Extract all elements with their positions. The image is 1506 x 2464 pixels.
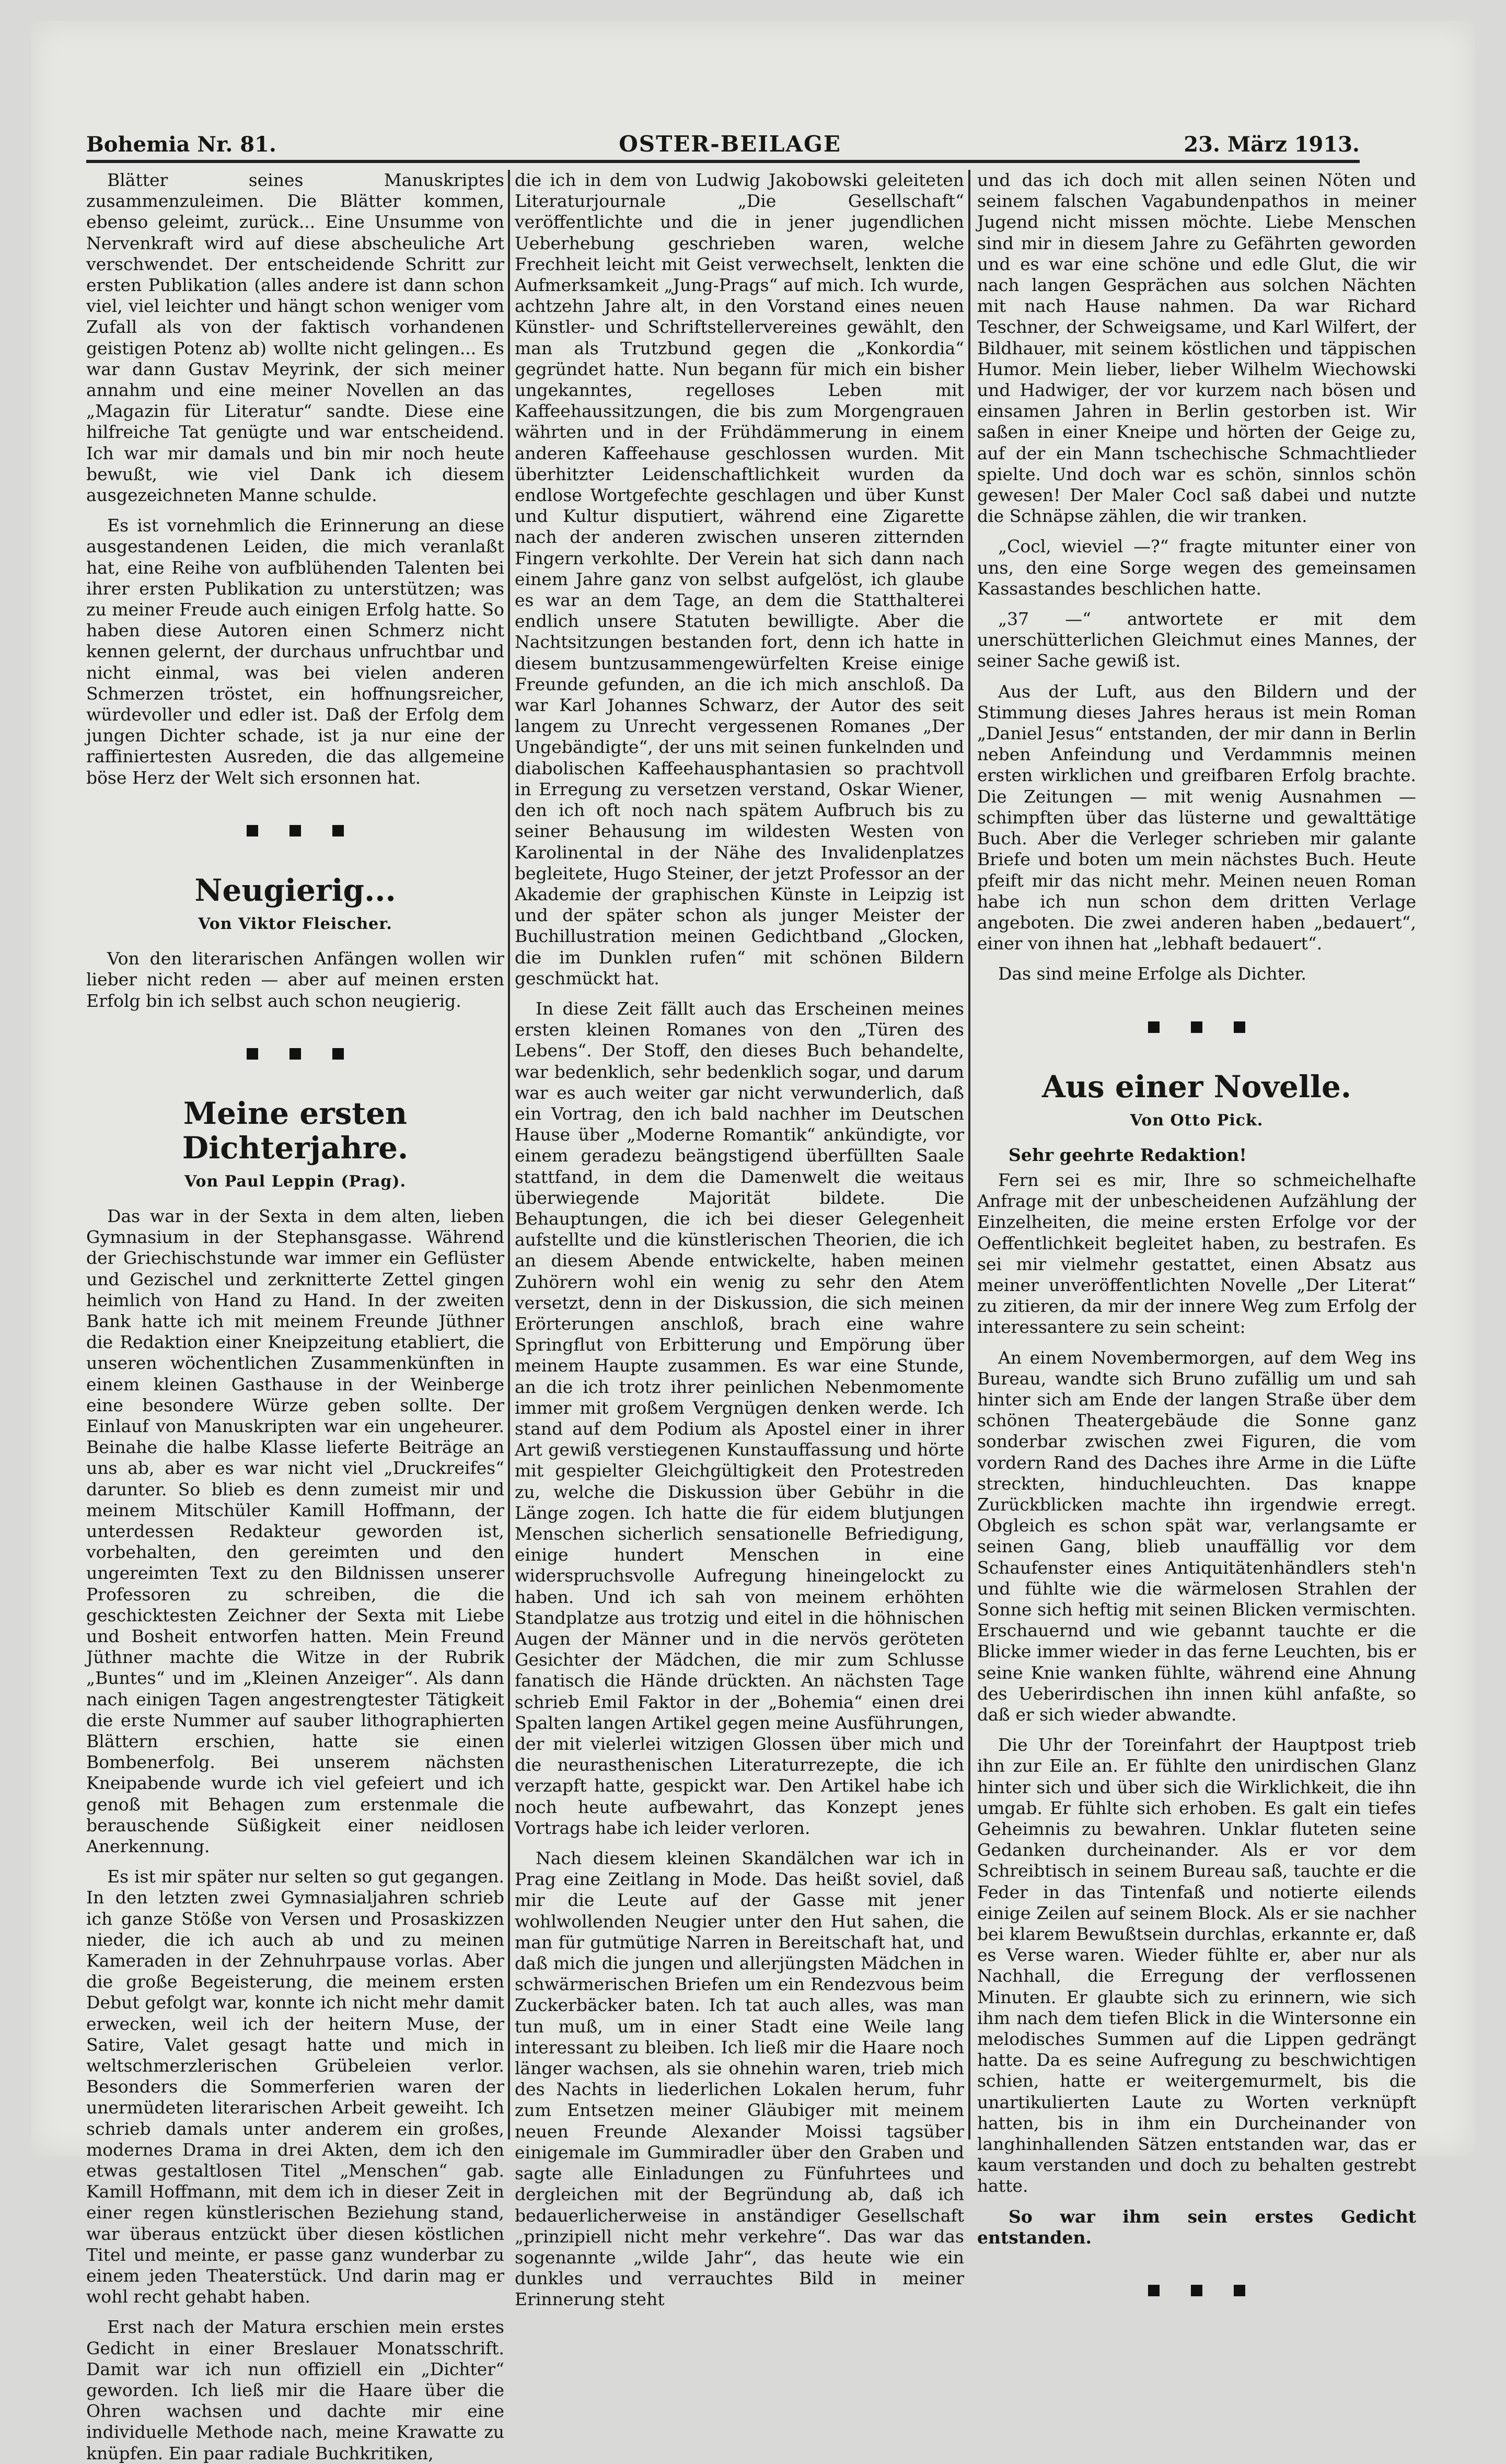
column-rule-2 [968, 170, 970, 2140]
section-divider [977, 1021, 1416, 1033]
article-title-novelle: Aus einer Novelle. [1041, 1068, 1352, 1105]
paragraph: „37 —“ antwortete er mit dem unerschütterlichen Gleichmut eines Mannes, der seiner Sache gewiß ist. [977, 609, 1416, 671]
header-issue: Bohemia Nr. 81. [86, 132, 276, 157]
article-title-dichterjahre: Meine ersten Dichterjahre. [182, 1095, 409, 1166]
column-2 [515, 170, 964, 2310]
column-1 [86, 170, 504, 2463]
page-header [86, 110, 1360, 163]
paragraph: Aus der Luft, aus den Bildern und der Stimmung dieses Jahres heraus ist mein Roman „Daniel Jesus“ entstanden, der mir dann in Berlin neben Anfeindung und Verdammnis meinen ersten wirklichen und greifbaren Erfolg brachte. Die Zeitungen — mit wenig Ausnahmen — schimpften über das lüsterne und gewalttätige Buch. Aber die Verleger schrieben mir galante Briefe und boten um mein nächstes Buch. Heute pfeift mir das nicht mehr. Meinen neuen Roman habe ich nun schon dem dritten Verlage angeboten. Die zwei anderen haben „bedauert“, einer von ihnen hat „lebhaft bedauert“. [977, 681, 1416, 954]
article-author: Von Paul Leppin (Prag). [184, 1172, 407, 1191]
article-author: Von Otto Pick. [1130, 1111, 1264, 1130]
newspaper-page [31, 21, 1475, 2463]
salutation: Sehr geehrte Redaktion! [1009, 1144, 1247, 1165]
paragraph: Fern sei es mir, Ihre so schmeichelhafte Anfrage mit der unbescheidenen Aufzählung der Einzelheiten, die meine ersten Erfolge vor der Oeffentlichkeit begleitet haben, zu bestrafen. Es sei mir vielmehr gestattet, einen Absatz aus meiner unveröffentlichten Novelle „Der Literat“ zu zitieren, da mir der innere Weg zum Erfolg der interessantere zu sein scheint: [977, 1169, 1416, 1338]
article-author: Von Viktor Fleischer. [198, 914, 392, 933]
column-3 [977, 170, 1416, 2248]
paragraph: Das sind meine Erfolge als Dichter. [998, 963, 1307, 984]
paragraph: Von den literarischen Anfängen wollen wir lieber nicht reden — aber auf meinen ersten Erfolg bin ich selbst auch schon neugierig. [86, 948, 504, 1011]
paragraph: Das war in der Sexta in dem alten, lieben Gymnasium in der Stephansgasse. Während der Griechischstunde war immer ein Geflüster und Gezischel und zerknitterte Zettel gingen heimlich von Hand zu Hand. In der zweiten Bank hatte ich mit meinem Freunde Jüthner die Redaktion einer Kneipzeitung etabliert, die unseren wöchentlichen Zusammenkünften in einem kleinen Gasthause in der Weinberge eine besondere Würze geben sollte. Der Einlauf von Manuskripten war ein ungeheurer. Beinahe die halbe Klasse lieferte Beiträge an uns ab, aber es war nicht viel „Druckreifes“ darunter. So blieb es denn zumeist mir und meinem Mitschüler Kamill Hoffmann, der unterdessen Redakteur geworden ist, vorbehalten, den gereimten und den ungereimten Text zu den Bildnissen unserer Professoren zu schreiben, die die geschicktesten Zeichner der Sexta mit Liebe und Bosheit entworfen hatten. Mein Freund Jüthner machte die Witze in der Rubrik „Buntes“ und im „Kleinen Anzeiger“. Als dann nach einigen Tagen angestrengtester Tätigkeit die erste Nummer auf sauber lithographierten Blättern erschien, hatte sie einen Bombenerfolg. Bei unserem nächsten Kneipabende wurde ich viel gefeiert und ich genoß mit Behagen zum erstenmale die berauschende Süßigkeit einer neidlosen Anerkennung. [86, 1205, 504, 1856]
paragraph: die ich in dem von Ludwig Jakobowski geleiteten Literaturjournale „Die Gesellschaft“ veröffentlichte und die in jener jugendlichen Ueberhebung geschrieben waren, welche Frechheit leicht mit Geist verwechselt, lenkten die Aufmerksamkeit „Jung-Prags“ auf mich. Ich wurde, achtzehn Jahre alt, in den Vorstand eines neuen Künstler- und Schriftstellervereines gewählt, den man als Trutzbund gegen die „Konkordia“ gegründet hatte. Nun begann für mich ein bisher ungekanntes, regelloses Leben mit Kaffeehaussitzungen, die bis zum Morgengrauen währten und in der Frühdämmerung in einem anderen Kaffeehause geschlossen wurden. Mit überhitzter Leidenschaftlichkeit wurden da endlose Wortgefechte geschlagen und über Kunst und Kultur disputiert, während eine Zigarette nach der anderen zwischen unseren zitternden Fingern verkohlte. Der Verein hat sich dann nach einem Jahre ganz von selbst aufgelöst, ich glaube es war an dem Tage, an dem die Statthalterei endlich unsere Statuten bewilligte. Aber die Nachtsitzungen bestanden fort, denn ich hatte in diesem buntzusammengewürfelten Kreise einige Freunde gefunden, an die ich mich anschloß. Da war Karl Johannes Schwarz, der Autor des seit langem zu Unrecht vergessenen Romanes „Der Ungebändigte“, der uns mit seinen funkelnden und diabolischen Kaffeehausphantasien so prachtvoll in Erregung zu versetzen verstand, Oskar Wiener, den ich oft noch nach spätem Aufbruch bis zu seiner Behausung im wildesten Westen von Karolinental in der Nähe des Invalidenplatzes begleitete, Hugo Steiner, der jetzt Professor an der Akademie der graphischen Künste in Leipzig ist und der später schon als junger Meister der Buchillustration meinen Gedichtband „Glocken, die im Dunklen rufen“ mit schönen Bildern geschmückt hat. [515, 170, 964, 989]
paragraph: An einem Novembermorgen, auf dem Weg ins Bureau, wandte sich Bruno zufällig um und sah hinter sich am Ende der langen Straße über dem schönen Theatergebäude die Sonne ganz sonderbar zwischen zwei Figuren, die vom vordern Rand des Daches ihre Arme in die Lüfte streckten, hinduchleuchten. Das knappe Zurückblicken machte ihn irgendwie erregt. Obgleich es schon spät war, verlangsamte er seinen Gang, blieb unauffällig vor dem Schaufenster eines Antiquitätenhändlers steh'n und fühlte wie die wärmelosen Strahlen der Sonne sich heftig mit seinen Blicken vermischten. Erschauernd und wie gebannt tauchte er die Blicke immer wieder in das ferne Leuchten, bis er seine Knie wanken fühlte, während eine Ahnung des Ueberirdischen ihn innen kühl anfaßte, so daß er sich wieder abwandte. [977, 1347, 1416, 1725]
paragraph: Blätter seines Manuskriptes zusammenzuleimen. Die Blätter kommen, ebenso geleimt, zurück... Eine Unsumme von Nervenkraft wird auf diese abscheuliche Art verschwendet. Der entscheidende Schritt zur ersten Publikation (alles andere ist dann schon viel, viel leichter und hängt schon weniger vom Zufall als von der faktisch vorhandenen geistigen Potenz ab) wollte nicht gelingen... Es war dann Gustav Meyrink, der sich meiner annahm und eine meiner Novellen an das „Magazin für Literatur“ sandte. Diese eine hilfreiche Tat genügte und war entscheidend. Ich war mir damals und bin mir noch heute bewußt, wie viel Dank ich diesem ausgezeichneten Manne schulde. [86, 170, 504, 506]
section-divider [86, 825, 504, 836]
paragraph: Erst nach der Matura erschien mein erstes Gedicht in einer Breslauer Monatsschrift. Damit war ich nun offiziell ein „Dichter“ geworden. Ich ließ mir die Haare über die Ohren wachsen und dachte mir eine individuelle Methode nach, meine Krawatte zu knüpfen. Ein paar radiale Buchkritiken, [86, 2317, 504, 2463]
column-rule-1 [508, 170, 510, 2140]
section-divider [86, 1048, 504, 1060]
paragraph: und das ich doch mit allen seinen Nöten und seinem falschen Vagabundenpathos in meiner Jugend nicht missen möchte. Liebe Menschen sind mir in diesem Jahre zu Gefährten geworden und es war eine schöne und edle Glut, die wir nach langen Gesprächen aus solchen Nächten mit nach Hause nahmen. Da war Richard Teschner, der Schweigsame, und Karl Wilfert, der Bildhauer, mit seinem köstlichen und täppischen Humor. Mein lieber, lieber Wilhelm Wiechowski und Hadwiger, der vor kurzem nach bösen und einsamen Jahren in Berlin gestorben ist. Wir saßen in einer Kneipe und hörten der Geige zu, auf der ein Mann tschechische Schmachtlieder spielte. Und doch war es schön, sinnlos schön gewesen! Der Maler Cocl saß dabei und nutzte die Schnäpse zählen, die wir tranken. [977, 170, 1416, 527]
header-date: 23. März 1913. [1184, 132, 1360, 157]
paragraph: In diese Zeit fällt auch das Erscheinen meines ersten kleinen Romanes von den „Türen des Lebens“. Der Stoff, den dieses Buch behandelte, war bedenklich, sehr bedenklich sogar, und darum war es auch weiter gar nicht verwunderlich, daß ein Vortrag, den ich bald nachher im Deutschen Hause über „Moderne Romantik“ ankündigte, vor einem geradezu beängstigend überfüllten Saale stattfand, in dem die Damenwelt die weitaus überwiegende Majorität bildete. Die Behauptungen, die ich bei dieser Gelegenheit aufstellte und die künstlerischen Theorien, die ich an diesem Abende entwickelte, haben meinen Zuhörern wohl ein wenig zu sehr den Atem versetzt, denn in der Diskussion, die sich meinen Erörterungen anschloß, brach eine wahre Springflut von Erbitterung und Empörung über meinem Haupte zusammen. Es war eine Stunde, an die ich trotz ihrer peinlichen Nebenmomente immer mit großem Vergnügen denken werde. Ich stand auf dem Podium als Apostel einer in ihrer Art gewiß verstiegenen Kunstauffassung und hörte mit gespielter Gleichgültigkeit den Protestreden zu, welche die Diskussion über Gebühr in die Länge zogen. Ich hatte die für eidem blutjungen Menschen sicherlich sensationelle Befriedigung, einige hundert Menschen in eine widerspruchsvolle Aufregung hineingelockt zu haben. Und ich sah von meinem erhöhten Standplatze aus trotzig und eitel in die höhnischen Augen der Männer und in die nervös geröteten Gesichter der Mädchen, die mir zum Schlusse fanatisch die Hände drückten. An nächsten Tage schrieb Emil Faktor in der „Bohemia“ einen drei Spalten langen Artikel gegen meine Ausführungen, der mit vielerlei witzigen Glossen über mich und die neurasthenischen Literaturrezepte, die ich verzapft hatte, gespickt war. Den Artikel habe ich noch heute aufbewahrt, das Konzept jenes Vortrags habe ich leider verloren. [515, 998, 964, 1838]
article-title-neugierig: Neugierig... [194, 872, 396, 908]
paragraph: Es ist mir später nur selten so gut gegangen. In den letzten zwei Gymnasialjahren schrieb ich ganze Stöße von Versen und Prosaskizzen nieder, die ich auch ab und zu meinen Kameraden in der Zehnuhrpause vorlas. Aber die große Begeisterung, die meinem ersten Debut gefolgt war, konnte ich nicht mehr damit erwecken, weil ich der heitern Muse, der Satire, Valet gesagt hatte und mich in weltschmerzlerischen Grübeleien verlor. Besonders die Sommerferien waren der unermüdeten literarischen Arbeit geweiht. Ich schrieb damals unter anderem ein großes, modernes Drama in drei Akten, dem ich den etwas gestaltlosen Titel „Menschen“ gab. Kamill Hoffmann, mit dem ich in dieser Zeit in einer regen künstlerischen Beziehung stand, war überaus entzückt über diesen köstlichen Titel und meinte, er passe ganz wunderbar zu einem jeden Theaterstück. Und darin mag er wohl recht gehabt haben. [86, 1866, 504, 2307]
closing-line: So war ihm sein erstes Gedicht entstanden. [977, 2206, 1416, 2248]
section-divider [977, 2285, 1416, 2296]
paragraph: Die Uhr der Toreinfahrt der Hauptpost trieb ihn zur Eile an. Er fühlte den unirdischen Glanz hinter sich und über sich die Wirklichkeit, die ihn umgab. Er fühlte sich erhoben. Es galt ein tiefes Geheimnis zu bewahren. Unklar fluteten seine Gedanken durcheinander. Als er vor dem Schreibtisch in seinem Bureau saß, tauchte er die Feder in das Tintenfaß und notierte eilends einige Zeilen auf seinem Block. Als er sie nachher bei klarem Bewußtsein durchlas, erkannte er, daß es Verse waren. Wieder fühlte er, aber nur als Nachhall, die Erregung der verflossenen Minuten. Er glaubte sich zu erinnern, wie sich ihm nach dem tiefen Blick in die Wintersonne ein melodisches Summen auf die Lippen gedrängt hatte. Da es seine Aufregung zu beschwichtigen schien, hatte er weitergemurmelt, bis die unartikulierten Laute zu Worten verknüpft hatten, bis in ihm ein Durcheinander von langhinhallenden Sätzen entstanden war, das er kaum verstanden und doch zu behalten gestrebt hatte. [977, 1735, 1416, 2196]
paragraph: Nach diesem kleinen Skandälchen war ich in Prag eine Zeitlang in Mode. Das heißt soviel, daß mir die Leute auf der Gasse mit jener wohlwollenden Neugier unter den Hut sahen, die man für gutmütige Narren in Bereitschaft hat, und daß mich die jungen und allerjüngsten Mädchen in schwärmerischen Briefen um ein Rendezvous beim Zuckerbäcker baten. Ich tat auch alles, was man tun muß, um in einer Stadt eine Weile lang interessant zu bleiben. Ich ließ mir die Haare noch länger wachsen, als sie ohnehin waren, trieb mich des Nachts in liederlichen Lokalen herum, fuhr zum Entsetzen meiner Gläubiger mit meinem neuen Freunde Alexander Moissi tagsüber einigemale im Gummiradler über den Graben und sagte alle Einladungen zu Fünfuhrtees und dergleichen mit der Begründung ab, daß ich bedauerlicherweise in anständiger Gesellschaft „prinzipiell nicht mehr verkehre“. Das war das sogenannte „wilde Jahr“, das heute wie ein dunkles und verrauchtes Bild in meiner Erinnerung steht [515, 1848, 964, 2310]
paragraph: Es ist vornehmlich die Erinnerung an diese ausgestandenen Leiden, die mich veranlaßt hat, eine Reihe von aufblühenden Talenten bei ihrer ersten Publikation zu unterstützen; was zu meiner Freude auch einigen Erfolg hatte. So haben diese Autoren einen Schmerz nicht kennen gelernt, der durchaus unfruchtbar und nicht einmal, was bei vielen anderen Schmerzen tröstet, ein hoffnungsreicher, würdevoller und edler ist. Daß der Erfolg dem jungen Dichter schade, ist ja nur eine der raffiniertesten Ausreden, die das allgemeine böse Herz der Welt sich ersonnen hat. [86, 515, 504, 788]
header-section: OSTER-BEILAGE [619, 131, 841, 157]
paragraph: „Cocl, wieviel —?“ fragte mitunter einer von uns, den eine Sorge wegen des gemeinsamen Kassastandes beschlichen hatte. [977, 536, 1416, 599]
